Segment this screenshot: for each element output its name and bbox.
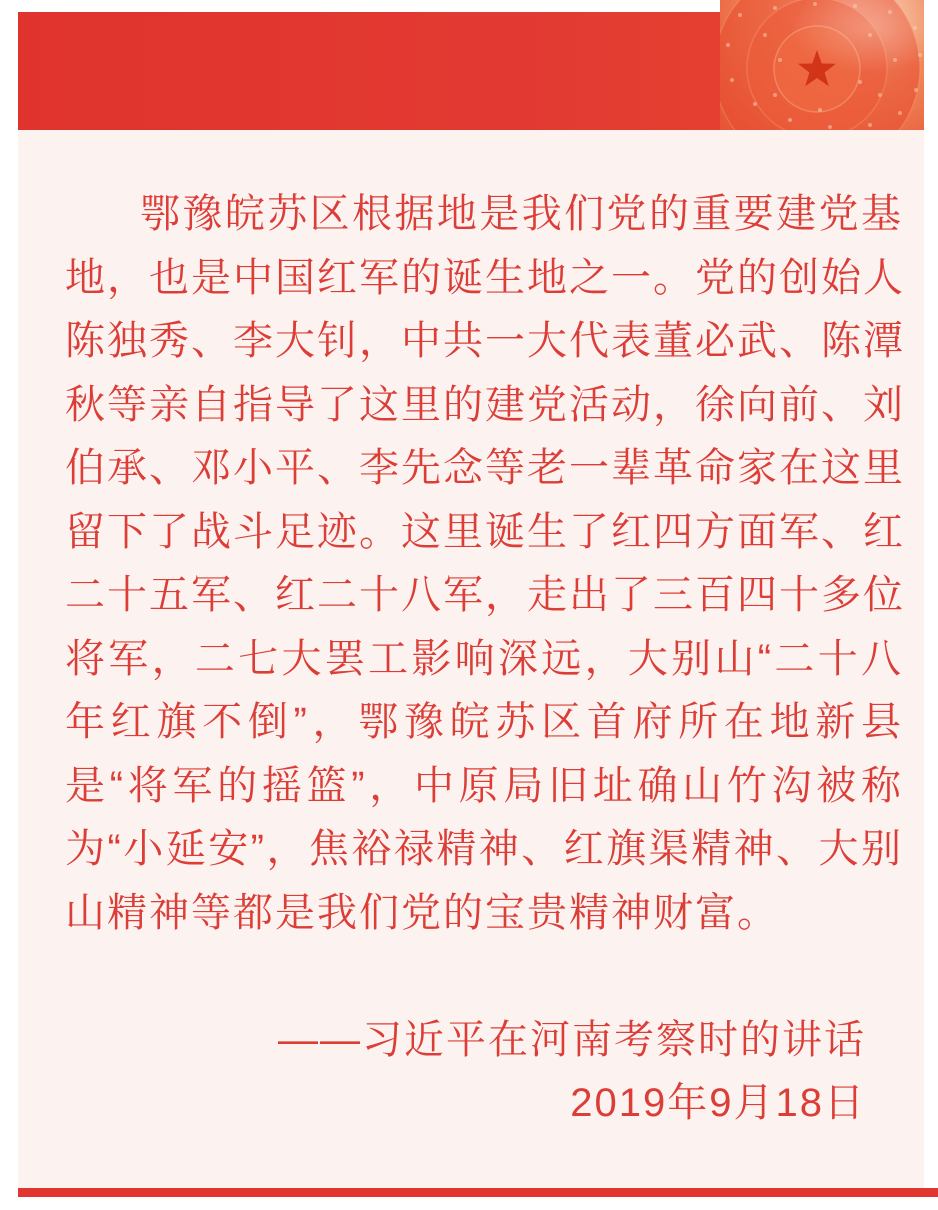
footer-band bbox=[18, 1188, 938, 1197]
quote-line: 山精神等都是我们党的宝贵精神财富。 bbox=[65, 890, 779, 935]
star-emblem-icon bbox=[720, 0, 924, 130]
quote-line: 地，也是中国红军的诞生地之一。党的创始人 bbox=[65, 255, 905, 300]
quote-line: 伯承、邓小平、李先念等老一辈革命家在这里 bbox=[65, 446, 905, 490]
quote-line: 将军，二七大罢工影响深远，大别山“二十八 bbox=[65, 636, 903, 681]
quote-line: 是“将军的摇篮”，中原局旧址确山竹沟被称 bbox=[65, 763, 903, 808]
quote-line: 鄂豫皖苏区根据地是我们党的重要建党基 bbox=[140, 192, 903, 236]
quote-line: 陈独秀、李大钊，中共一大代表董必武、陈潭 bbox=[65, 319, 905, 363]
date-line: 2019年9月18日 bbox=[570, 1081, 866, 1125]
quote-line: 二十五军、红二十八军，走出了三百四十多位 bbox=[65, 573, 905, 617]
quote-line: 为“小延安”，焦裕禄精神、红旗渠精神、大别 bbox=[65, 827, 903, 871]
quote-line: 秋等亲自指导了这里的建党活动，徐向前、刘 bbox=[65, 382, 905, 427]
quote-line: 留下了战斗足迹。这里诞生了红四方面军、红 bbox=[65, 509, 905, 554]
quote-line: 年红旗不倒”，鄂豫皖苏区首府所在地新县 bbox=[65, 700, 903, 744]
quote-block bbox=[65, 183, 903, 1136]
attribution-line: ——习近平在河南考察时的讲话 bbox=[278, 1017, 866, 1062]
